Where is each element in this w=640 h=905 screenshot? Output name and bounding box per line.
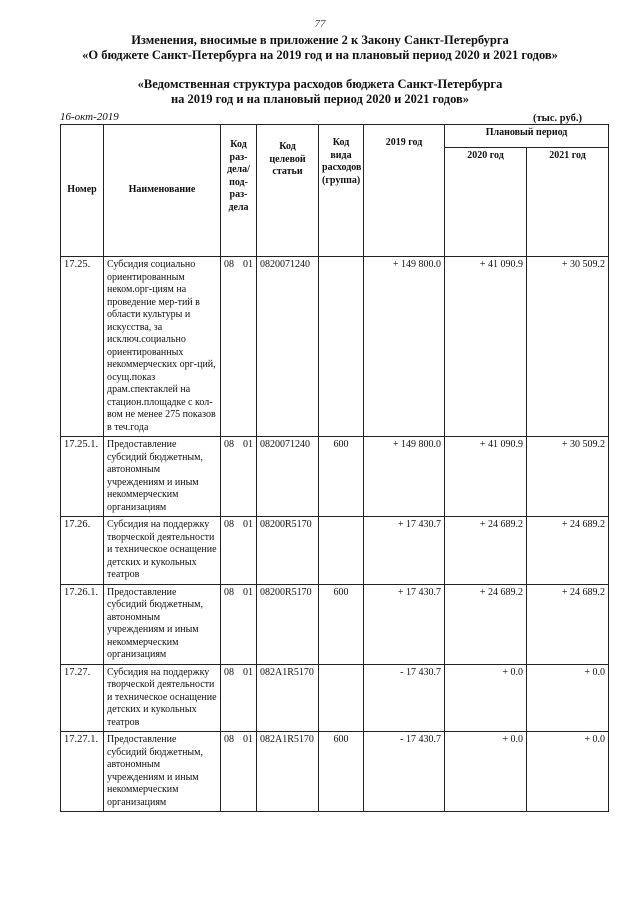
row-name: Субсидия социально ориентированным неком.орг-циям на проведение мер-тий в области культуры и искусства, за исключ.социально ориентированных некоммерческих орг-ций, осущ.показ драм.спектаклей на стацион.площадке с кол-вом не менее 275 показов в теч.года (104, 257, 221, 437)
page-number: 77 (314, 18, 326, 30)
title-line-2: «О бюджете Санкт-Петербурга на 2019 год и на плановый период 2020 и 2021 годов» (82, 48, 558, 62)
row-2019: + 17 430.7 (364, 584, 445, 664)
table-row (61, 584, 609, 664)
row-2021: + 0.0 (527, 732, 609, 812)
row-name: Предоставление субсидий бюджетным, автономным учреждениям и иным некоммерческим организациям (104, 437, 221, 517)
row-2020: + 0.0 (445, 664, 527, 732)
row-expense: 600 (319, 584, 364, 664)
header-2019: 2019 год (364, 125, 445, 257)
table-header (61, 125, 609, 257)
header-plan-period: Плановый период (445, 125, 609, 148)
table-row (61, 664, 609, 732)
row-section: 08 (221, 664, 238, 732)
table-row (61, 517, 609, 585)
row-subsection: 01 (238, 584, 257, 664)
title-line-3: «Ведомственная структура расходов бюджета Санкт-Петербурга (137, 77, 503, 91)
row-target: 082A1R5170 (257, 664, 319, 732)
title-line-1: Изменения, вносимые в приложение 2 к Закону Санкт-Петербурга (131, 33, 509, 47)
header-target: Код целевой статьи (257, 125, 319, 257)
row-subsection: 01 (238, 517, 257, 585)
table-row (61, 257, 609, 437)
budget-table (60, 124, 609, 812)
row-number: 17.27.1. (61, 732, 104, 812)
document-title (0, 33, 640, 63)
row-subsection: 01 (238, 257, 257, 437)
units-label: (тыс. руб.) (533, 113, 582, 124)
title-line-4: на 2019 год и на плановый период 2020 и 2021 годов» (170, 92, 470, 106)
row-2021: + 24 689.2 (527, 584, 609, 664)
row-number: 17.26.1. (61, 584, 104, 664)
row-section: 08 (221, 437, 238, 517)
row-expense (319, 517, 364, 585)
row-2021: + 30 509.2 (527, 437, 609, 517)
row-2020: + 24 689.2 (445, 584, 527, 664)
row-name: Субсидия на поддержку творческой деятельности и техническое оснащение детских и кукольных театров (104, 664, 221, 732)
row-section: 08 (221, 517, 238, 585)
row-target: 0820071240 (257, 437, 319, 517)
table-row (61, 732, 609, 812)
row-target: 082A1R5170 (257, 732, 319, 812)
row-target: 08200R5170 (257, 517, 319, 585)
row-number: 17.26. (61, 517, 104, 585)
row-section: 08 (221, 732, 238, 812)
document-date: 16-окт-2019 (60, 111, 119, 123)
row-target: 0820071240 (257, 257, 319, 437)
header-2021: 2021 год (527, 148, 609, 257)
row-2021: + 24 689.2 (527, 517, 609, 585)
row-2019: + 149 800.0 (364, 257, 445, 437)
document-subtitle (0, 77, 640, 107)
row-2021: + 0.0 (527, 664, 609, 732)
header-number: Номер (61, 125, 104, 257)
header-2020: 2020 год (445, 148, 527, 257)
row-section: 08 (221, 584, 238, 664)
row-2020: + 41 090.9 (445, 437, 527, 517)
row-2019: + 149 800.0 (364, 437, 445, 517)
row-number: 17.25.1. (61, 437, 104, 517)
row-subsection: 01 (238, 437, 257, 517)
row-name: Предоставление субсидий бюджетным, автономным учреждениям и иным некоммерческим организациям (104, 584, 221, 664)
row-number: 17.27. (61, 664, 104, 732)
row-2019: + 17 430.7 (364, 517, 445, 585)
row-section: 08 (221, 257, 238, 437)
row-number: 17.25. (61, 257, 104, 437)
row-2019: - 17 430.7 (364, 732, 445, 812)
table-row (61, 437, 609, 517)
header-expense: Код вида расходов (группа) (319, 125, 364, 257)
row-expense: 600 (319, 437, 364, 517)
row-2021: + 30 509.2 (527, 257, 609, 437)
row-2019: - 17 430.7 (364, 664, 445, 732)
row-subsection: 01 (238, 664, 257, 732)
row-expense (319, 257, 364, 437)
header-name: Наименование (104, 125, 221, 257)
row-name: Предоставление субсидий бюджетным, автономным учреждениям и иным некоммерческим организациям (104, 732, 221, 812)
row-2020: + 41 090.9 (445, 257, 527, 437)
row-subsection: 01 (238, 732, 257, 812)
row-expense (319, 664, 364, 732)
row-name: Субсидия на поддержку творческой деятельности и техническое оснащение детских и кукольных театров (104, 517, 221, 585)
row-2020: + 24 689.2 (445, 517, 527, 585)
header-section: Код раз-дела/ под-раз-дела (221, 125, 257, 257)
row-target: 08200R5170 (257, 584, 319, 664)
row-2020: + 0.0 (445, 732, 527, 812)
row-expense: 600 (319, 732, 364, 812)
